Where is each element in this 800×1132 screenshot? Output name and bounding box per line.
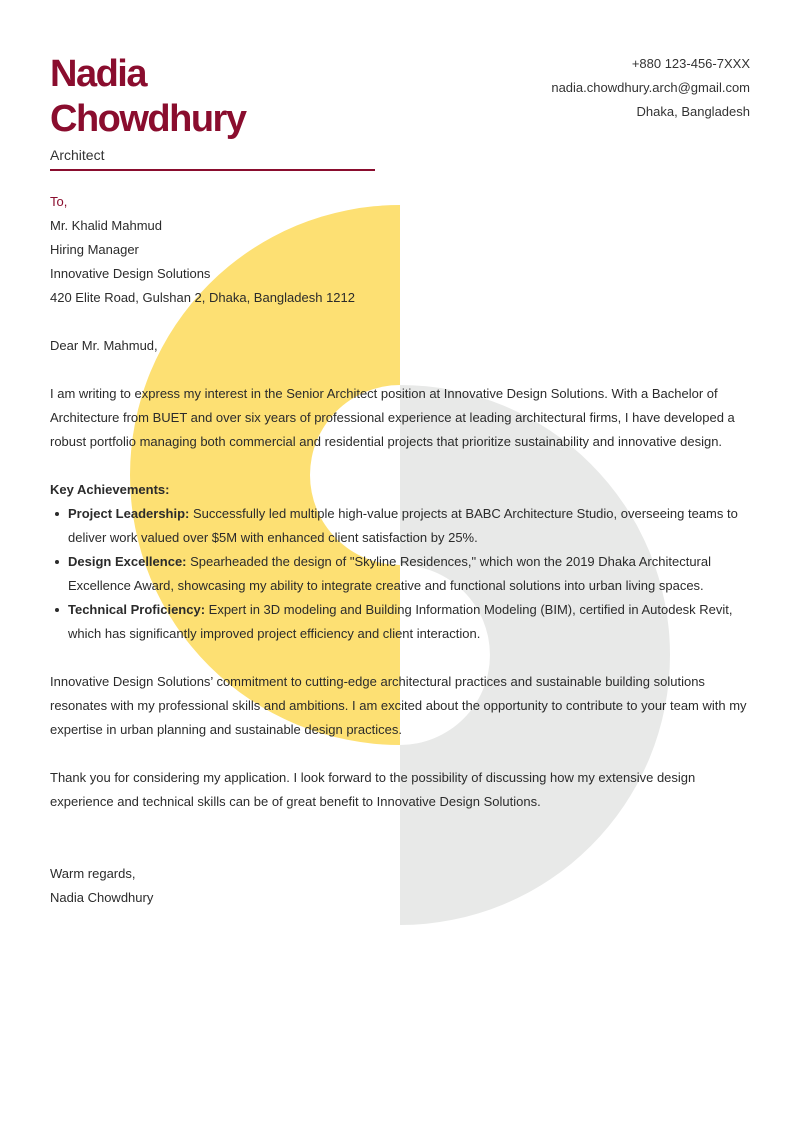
email-address: nadia.chowdhury.arch@gmail.com xyxy=(551,80,750,95)
achievement-text: Successfully led multiple high-value projects at BABC Architecture Studio, overseeing teams to deliver work valued over $5M with enhanced client satisfaction by 25%. xyxy=(68,506,738,545)
letter-body xyxy=(50,190,755,910)
achievement-item xyxy=(68,598,755,646)
last-name: Chowdhury xyxy=(50,98,246,140)
recipient-company: Innovative Design Solutions xyxy=(50,266,211,281)
achievements-list xyxy=(50,502,755,646)
first-name: Nadia xyxy=(50,53,146,95)
contact-info xyxy=(551,52,750,124)
applicant-name xyxy=(50,52,245,142)
header-divider xyxy=(50,169,375,171)
achievement-label: Design Excellence: xyxy=(68,554,187,569)
achievement-item xyxy=(68,550,755,598)
recipient-name: Mr. Khalid Mahmud xyxy=(50,218,162,233)
recipient-address: 420 Elite Road, Gulshan 2, Dhaka, Bangladesh 1212 xyxy=(50,290,355,305)
signature-name: Nadia Chowdhury xyxy=(50,890,154,905)
achievements-heading: Key Achievements: xyxy=(50,482,170,497)
achievement-label: Technical Proficiency: xyxy=(68,602,206,617)
phone-number: +880 123-456-7XXX xyxy=(631,56,750,71)
achievement-label: Project Leadership: xyxy=(68,506,190,521)
recipient-position: Hiring Manager xyxy=(50,242,139,257)
achievement-item xyxy=(68,502,755,550)
achievement-text: Expert in 3D modeling and Building Information Modeling (BIM), certified in Autodesk Revit, which has significantly improved project efficiency and client interaction. xyxy=(68,602,733,641)
body-paragraph-3: Thank you for considering my application. I look forward to the possibility of discussing how my extensive design experience and technical skills can be of great benefit to Innovative Design Solutions. xyxy=(50,770,696,809)
closing: Warm regards, xyxy=(50,866,136,881)
salutation: Dear Mr. Mahmud, xyxy=(50,338,158,353)
achievement-text: Spearheaded the design of "Skyline Residences," which won the 2019 Dhaka Architectural Excellence Award, showcasing my ability to integrate creative and functional solutions into urban living spaces. xyxy=(68,554,711,593)
job-title: Architect xyxy=(50,147,105,163)
location: Dhaka, Bangladesh xyxy=(636,104,750,119)
to-label: To, xyxy=(50,194,68,209)
intro-paragraph: I am writing to express my interest in the Senior Architect position at Innovative Design Solutions. With a Bachelor of Architecture from BUET and over six years of professional experience at leading architectural firms, I have developed a robust portfolio managing both commercial and residential projects that prioritize sustainability and innovative design. xyxy=(50,386,735,449)
body-paragraph-2: Innovative Design Solutions’ commitment to cutting-edge architectural practices and sustainable building solutions resonates with my professional skills and ambitions. I am excited about the opportunity to contribute to your team with my expertise in urban planning and sustainable design practices. xyxy=(50,674,747,737)
